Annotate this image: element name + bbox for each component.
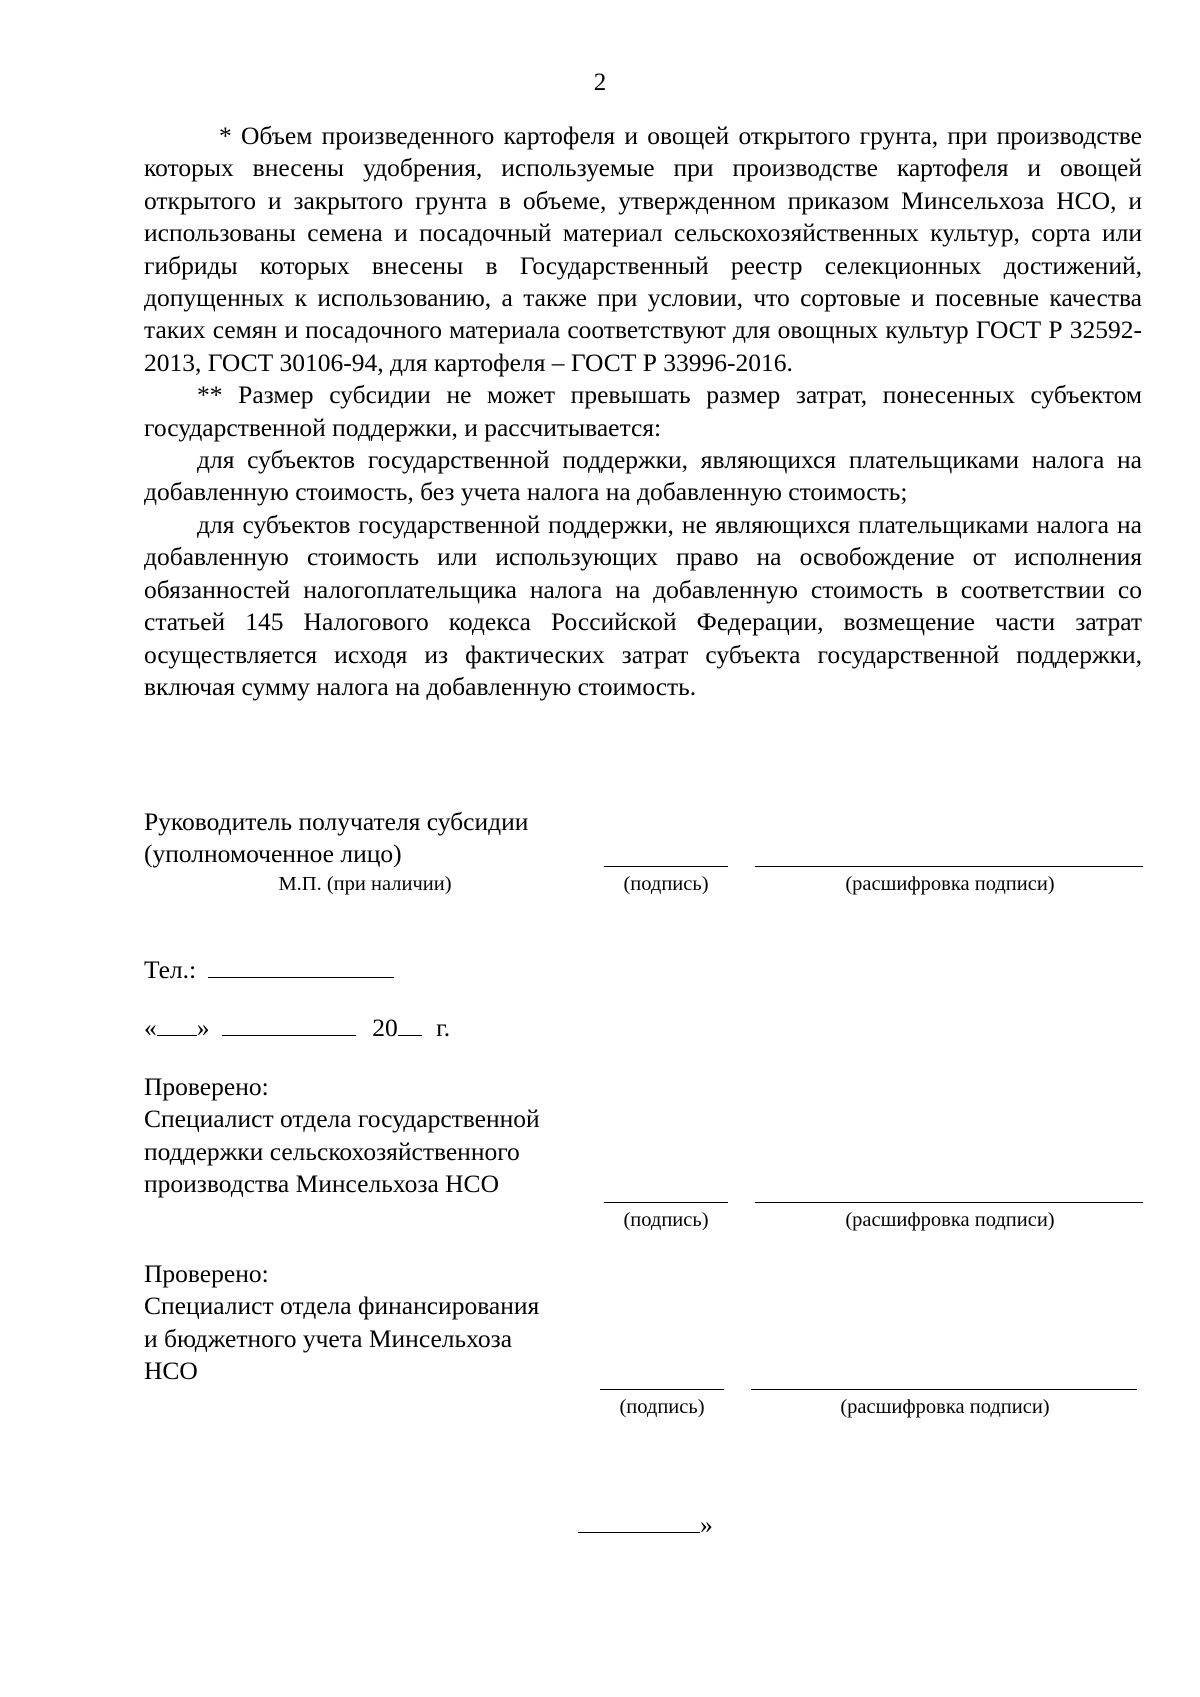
footnote-paragraph-2: ** Размер субсидии не может превышать размер затрат, понесенных субъектом государственной поддержки, и рассчитывается: xyxy=(144,380,1142,442)
year-suffix: г. xyxy=(436,1013,451,1042)
day-close-quote: » xyxy=(196,1013,210,1042)
month-blank xyxy=(222,1011,356,1036)
signature-caption-2: (подпись) xyxy=(619,1396,705,1418)
body-paragraph-3: для субъектов государственной поддержки, являющихся плательщиками налога на добавленную стоимость, без учета налога на добавленную стоимость; xyxy=(144,445,1142,507)
year-prefix: 20 xyxy=(372,1013,398,1042)
telephone-blank xyxy=(208,953,394,978)
verifier-2-line2: и бюджетного учета Минсельхоза xyxy=(144,1323,513,1353)
signature-decoding-line-2 xyxy=(751,1389,1137,1390)
verified-heading-2: Проверено: xyxy=(144,1259,269,1288)
stamp-label: М.П. (при наличии) xyxy=(278,873,452,895)
year-blank xyxy=(398,1011,422,1036)
signature-decoding-caption-1: (расшифровка подписи) xyxy=(845,1209,1055,1231)
closing-quote: » xyxy=(700,1510,713,1539)
body-paragraph-4: для субъектов государственной поддержки, не являющихся плательщиками налога на добавленную стоимость или использующих право на освобождение от исполнения обязанностей налогоплательщика налога на добавленную стоимость в соответствии со статьей 145 Налогового кодекса Российской Федерации, возмещение части затрат осуществляется исходя из фактических затрат субъекта государственной поддержки, включая сумму налога на добавленную стоимость. xyxy=(144,509,1142,701)
signature-decoding-line xyxy=(755,866,1143,867)
telephone-line xyxy=(144,953,394,986)
signature-line-2 xyxy=(600,1389,724,1390)
telephone-label: Тел.: xyxy=(144,955,197,984)
closing-blank xyxy=(578,1508,700,1533)
verified-block-1 xyxy=(144,1071,594,1201)
footnote-paragraph-1: * Объем произведенного картофеля и овощей открытого грунта, при производстве которых внесены удобрения, используемые при производстве картофеля и овощей открытого и закрытого грунта в объеме, утвержденном приказом Минсельхоза НСО, и использованы семена и посадочный материал сельскохозяйственных культур, сорта или гибриды которых внесены в Государственный реестр селекционных достижений, допущенных к использованию, а также при условии, что сортовые и посевные качества таких семян и посадочного материала соответствуют для овощных культур ГОСТ Р 32592-2013, ГОСТ 30106-94, для картофеля – ГОСТ Р 33996-2016. xyxy=(144,121,1142,377)
day-open-quote: « xyxy=(144,1013,157,1042)
closing-mark xyxy=(578,1508,713,1541)
signature-decoding-line-1 xyxy=(755,1202,1143,1203)
verified-heading-1: Проверено: xyxy=(144,1072,269,1101)
verifier-1-line3: производства Минсельхоза НСО xyxy=(144,1169,499,1199)
recipient-title-line1: Руководитель получателя субсидии xyxy=(144,807,529,836)
verifier-2-line1: Специалист отдела финансирования xyxy=(144,1291,540,1321)
signature-line-1 xyxy=(604,1202,728,1203)
verifier-2-line3: НСО xyxy=(144,1356,198,1386)
verifier-1-line1: Специалист отдела государственной xyxy=(144,1104,540,1134)
day-blank xyxy=(157,1011,197,1036)
signature-decoding-caption: (расшифровка подписи) xyxy=(845,873,1055,895)
page-number: 2 xyxy=(593,69,607,96)
date-line xyxy=(144,1011,450,1044)
signature-decoding-caption-2: (расшифровка подписи) xyxy=(840,1396,1050,1418)
document-body xyxy=(144,120,1142,703)
signature-line xyxy=(604,866,728,867)
signature-caption-1: (подпись) xyxy=(623,1209,709,1231)
verifier-1-line2: поддержки сельскохозяйственного xyxy=(144,1136,520,1166)
recipient-title-line2: (уполномоченное лицо) xyxy=(144,839,402,868)
signature-caption: (подпись) xyxy=(623,873,709,895)
verified-block-2 xyxy=(144,1258,590,1388)
